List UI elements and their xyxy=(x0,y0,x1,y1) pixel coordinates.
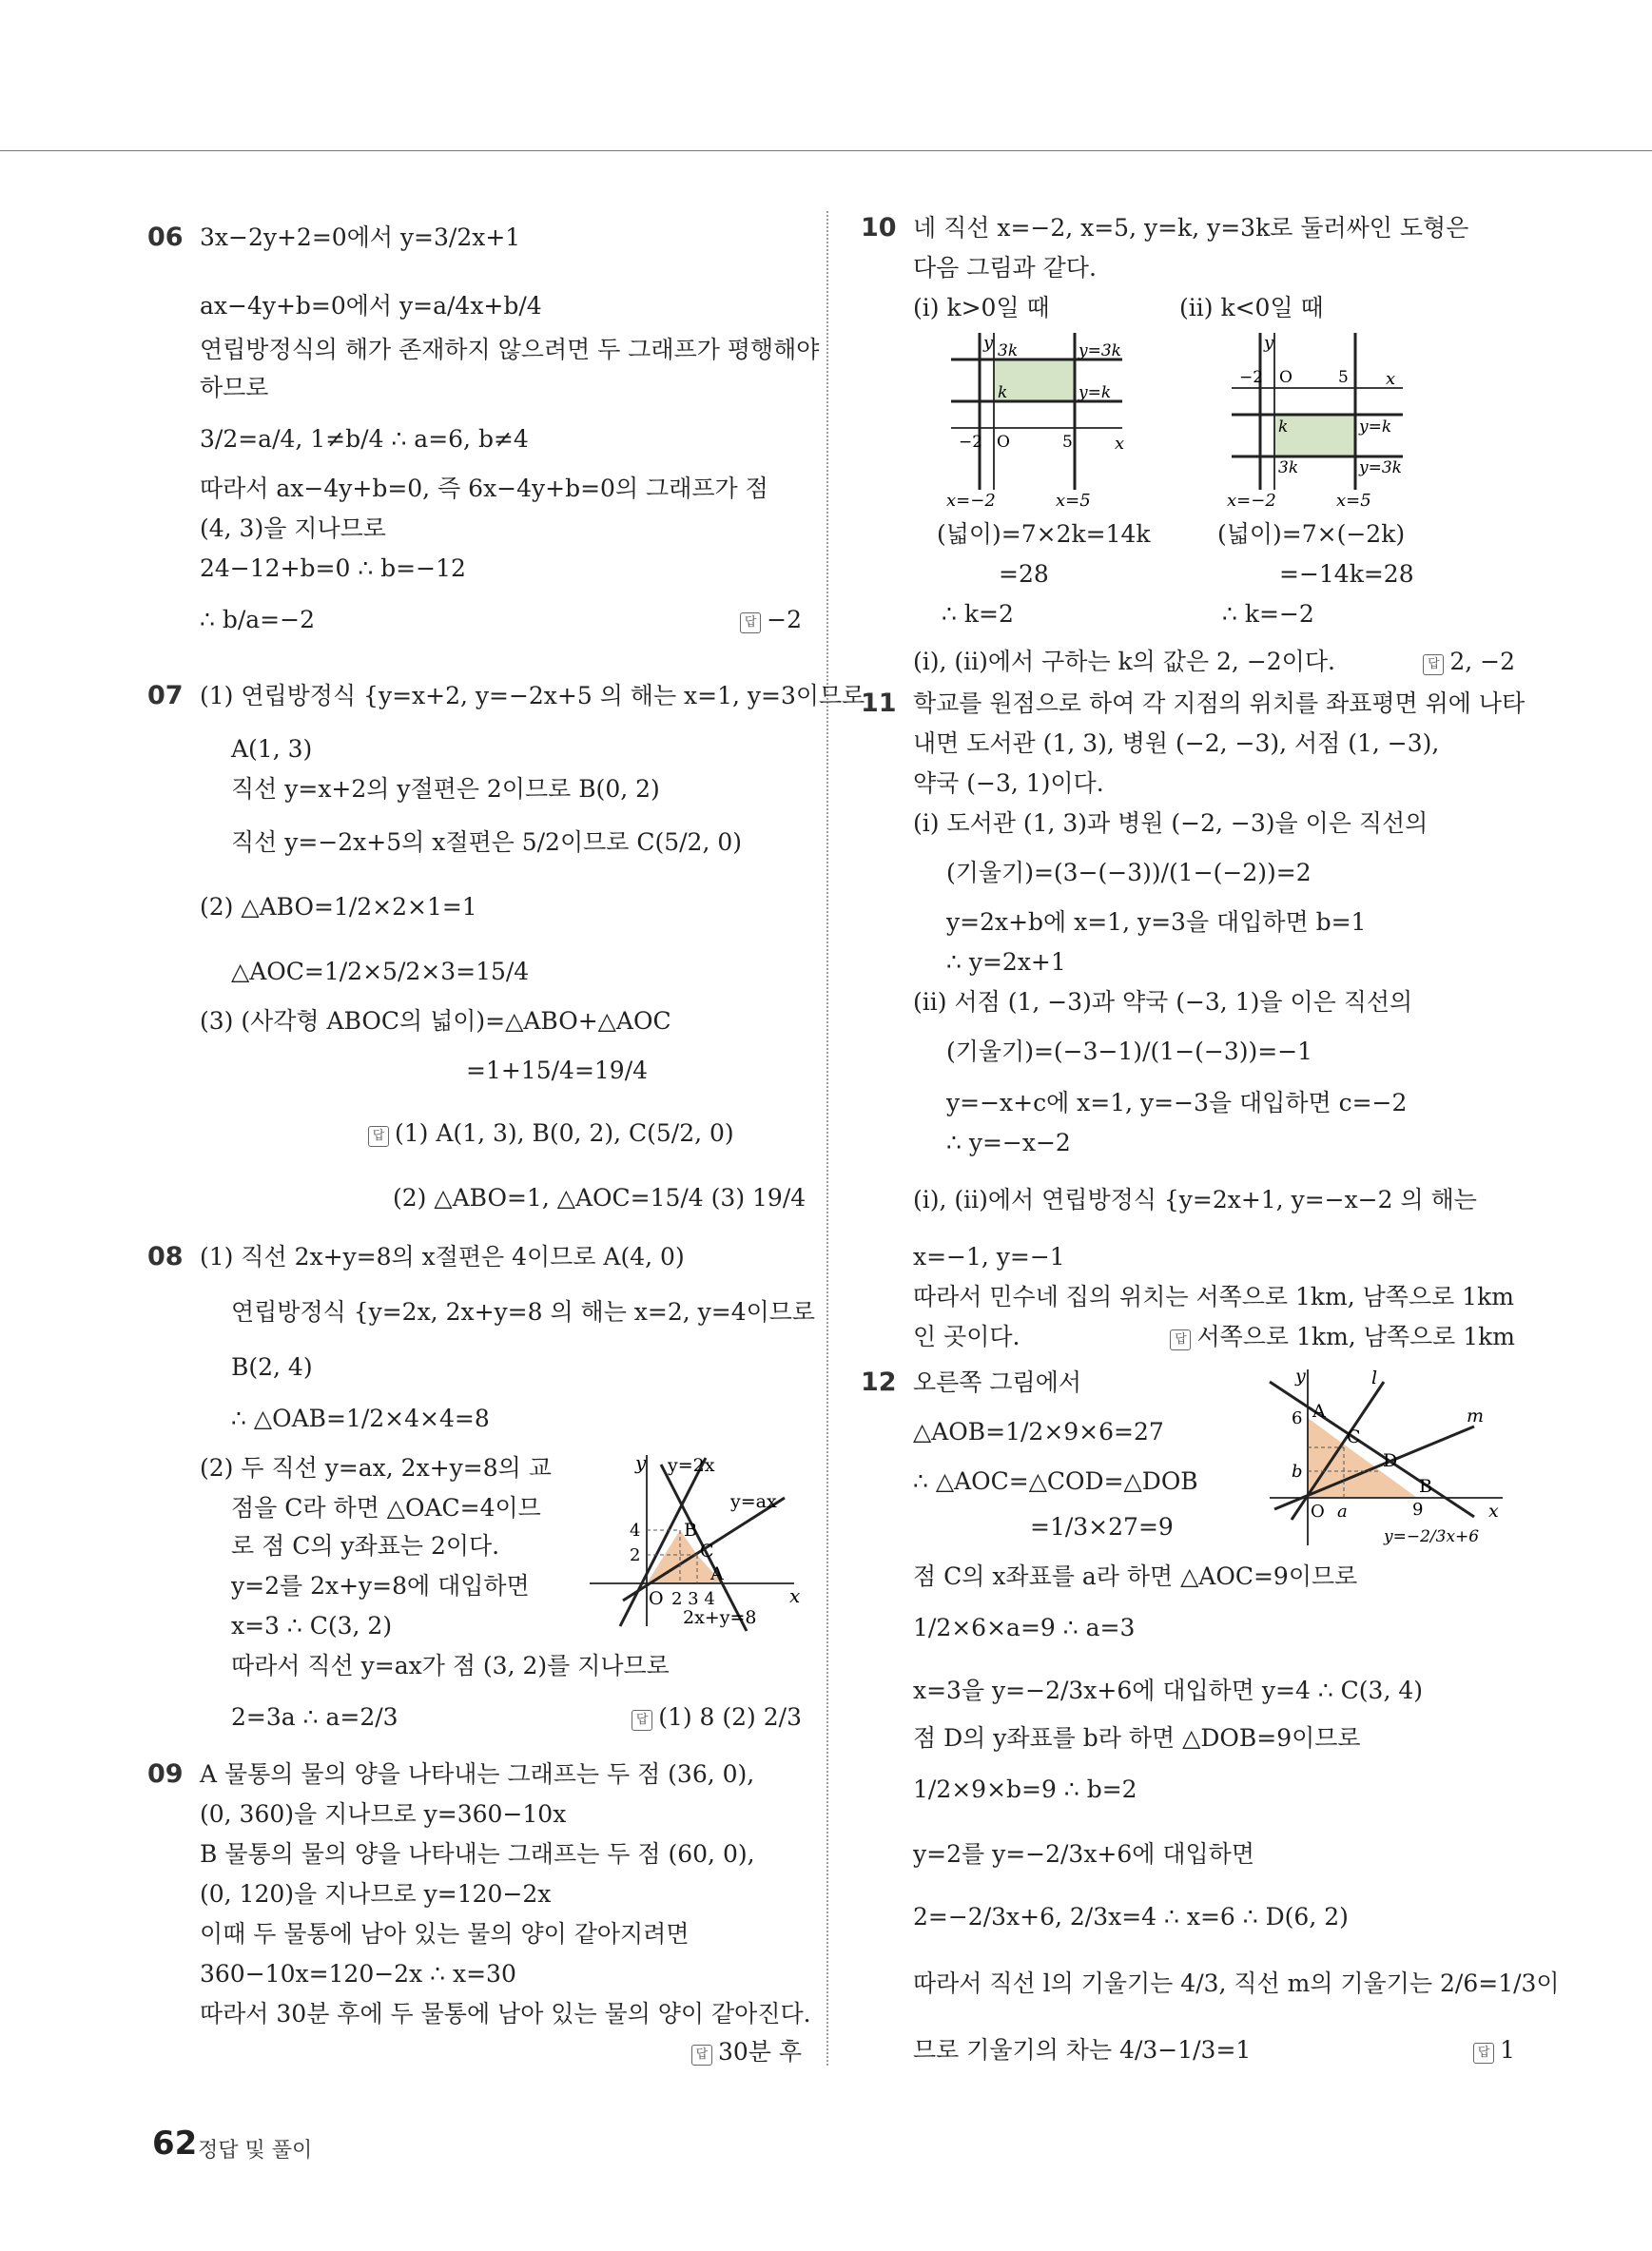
p06-line4: 하므로 xyxy=(200,374,269,401)
p10-case1: (ⅰ) k>0일 때 xyxy=(913,294,1050,321)
problem-number-08: 08 xyxy=(147,1242,184,1271)
p06-line1: 3x−2y+2=0에서 y=3/2x+1 xyxy=(200,223,521,251)
tick-a: a xyxy=(1337,1502,1348,1522)
column-divider xyxy=(826,211,828,2066)
p10-area1: (넓이)=7×2k=14k xyxy=(937,520,1151,548)
answer-mark-icon: 답 xyxy=(740,612,761,633)
header-rule xyxy=(0,150,1652,151)
p12-line1: 오른쪽 그림에서 xyxy=(913,1368,1081,1396)
p11-line9: (기울기)=(−3−1)/(1−(−3))=−1 xyxy=(946,1038,1313,1065)
p12-line5: 점 C의 x좌표를 a라 하면 △AOC=9이므로 xyxy=(913,1562,1358,1590)
p11-line6: y=2x+b에 x=1, y=3을 대입하면 b=1 xyxy=(946,908,1367,936)
p07-line3: 직선 y=x+2의 y절편은 2이므로 B(0, 2) xyxy=(231,775,660,803)
eq-y-3k: y=3k xyxy=(1079,341,1121,360)
point-A: A xyxy=(710,1563,724,1584)
p09-line3: B 물통의 물의 양을 나타내는 그래프는 두 점 (60, 0), xyxy=(200,1840,755,1868)
y-label: y xyxy=(1264,333,1274,353)
y-label: y xyxy=(1295,1366,1306,1387)
eq-x-5: x=5 xyxy=(1336,491,1371,511)
p11-line14: 따라서 민수네 집의 위치는 서쪽으로 1km, 남쪽으로 1km xyxy=(913,1283,1514,1310)
p08-line1: (1) 직선 2x+y=8의 x절편은 4이므로 A(4, 0) xyxy=(200,1243,685,1271)
p07-answer-1: 답 (1) A(1, 3), B(0, 2), C(5/2, 0) xyxy=(368,1118,734,1149)
eq-y-3k: y=3k xyxy=(1359,458,1402,477)
p10-area2-b: =−14k=28 xyxy=(1279,560,1414,588)
p10-line1: 네 직선 x=−2, x=5, y=k, y=3k로 둘러싸인 도형은 xyxy=(913,214,1469,242)
p06-line7: (4, 3)을 지나므로 xyxy=(200,514,386,542)
p10-k2: ∴ k=−2 xyxy=(1222,600,1314,628)
p10-line3: (ⅰ), (ⅱ)에서 구하는 k의 값은 2, −2이다. xyxy=(913,648,1335,675)
p09-line6: 360−10x=120−2x ∴ x=30 xyxy=(200,1960,516,1988)
answer-mark-icon: 답 xyxy=(691,2045,712,2066)
p09-line5: 이때 두 물통에 남아 있는 물의 양이 같아지려면 xyxy=(200,1920,690,1948)
answer-mark-icon: 답 xyxy=(368,1126,389,1147)
p07-line1: (1) 연립방정식 {y=x+2, y=−2x+5 의 해는 x=1, y=3이므로 xyxy=(200,682,865,709)
p08-line2: 연립방정식 {y=2x, 2x+y=8 의 해는 x=2, y=4이므로 xyxy=(231,1298,816,1326)
answer-mark-icon: 답 xyxy=(632,1710,652,1731)
p06-line9: ∴ b/a=−2 xyxy=(200,606,315,633)
x-ticks: 2 3 4 xyxy=(671,1589,715,1609)
origin-label: O xyxy=(1311,1502,1325,1522)
p10-answer: 답 2, −2 xyxy=(1423,647,1515,677)
tick-6: 6 xyxy=(1292,1408,1303,1428)
p06-line3: 연립방정식의 해가 존재하지 않으려면 두 그래프가 평행해야 xyxy=(200,336,820,363)
p07-line8: =1+15/4=19/4 xyxy=(466,1057,649,1084)
p08-line4: ∴ △OAB=1/2×4×4=8 xyxy=(231,1405,490,1432)
x-label: x xyxy=(1115,434,1125,454)
p08-line5: (2) 두 직선 y=ax, 2x+y=8의 교 xyxy=(200,1454,552,1482)
p06-line2: ax−4y+b=0에서 y=a/4x+b/4 xyxy=(200,292,542,320)
origin-label: O xyxy=(1279,368,1292,387)
p11-line7: ∴ y=2x+1 xyxy=(946,948,1066,976)
p12-line13: 므로 기울기의 차는 4/3−1/3=1 xyxy=(913,2036,1252,2064)
tick-9: 9 xyxy=(1412,1500,1424,1520)
tick-5: 5 xyxy=(1062,433,1073,452)
label-y-ax: y=ax xyxy=(730,1491,777,1512)
p07-line6: △AOC=1/2×5/2×3=15/4 xyxy=(231,958,530,985)
x-label: x xyxy=(789,1584,801,1607)
p10-case2: (ⅱ) k<0일 때 xyxy=(1179,294,1324,321)
problem-number-12: 12 xyxy=(861,1368,897,1397)
problem-number-06: 06 xyxy=(147,223,184,252)
tick-5: 5 xyxy=(1338,368,1349,387)
label-3k: 3k xyxy=(998,341,1019,360)
p11-line13: x=−1, y=−1 xyxy=(913,1243,1065,1271)
p11-answer: 답 서쪽으로 1km, 남쪽으로 1km xyxy=(1170,1322,1515,1352)
p07-line4: 직선 y=−2x+5의 x절편은 5/2이므로 C(5/2, 0) xyxy=(231,828,743,856)
p10-graph-k-negative xyxy=(1227,333,1422,514)
p09-line7: 따라서 30분 후에 두 물통에 남아 있는 물의 양이 같아진다. xyxy=(200,2000,811,2028)
p11-line15: 인 곳이다. xyxy=(913,1323,1020,1350)
p12-line6: 1/2×6×a=9 ∴ a=3 xyxy=(913,1614,1136,1641)
p11-line2: 내면 도서관 (1, 3), 병원 (−2, −3), 서점 (1, −3), xyxy=(913,729,1440,757)
label-2x-y-8: 2x+y=8 xyxy=(683,1607,757,1628)
point-A: A xyxy=(1312,1401,1326,1422)
p08-line9: x=3 ∴ C(3, 2) xyxy=(231,1612,393,1640)
p10-line2: 다음 그림과 같다. xyxy=(913,254,1097,281)
p07-line2: A(1, 3) xyxy=(231,735,313,763)
p12-line4: =1/3×27=9 xyxy=(1030,1513,1174,1541)
problem-number-09: 09 xyxy=(147,1759,184,1789)
line-l xyxy=(1292,1382,1384,1520)
p11-line1: 학교를 원점으로 하여 각 지점의 위치를 좌표평면 위에 나타 xyxy=(913,689,1526,717)
point-C: C xyxy=(700,1541,714,1562)
p06-line5: 3/2=a/4, 1≠b/4 ∴ a=6, b≠4 xyxy=(200,425,529,453)
p09-answer: 답 30분 후 xyxy=(691,2037,802,2067)
label-3k: 3k xyxy=(1278,458,1299,477)
p07-line7: (3) (사각형 ABOC의 넓이)=△ABO+△AOC xyxy=(200,1007,671,1035)
p07-line5: (2) △ABO=1/2×2×1=1 xyxy=(200,893,477,921)
p12-line7: x=3을 y=−2/3x+6에 대입하면 y=4 ∴ C(3, 4) xyxy=(913,1677,1424,1704)
tick-b: b xyxy=(1292,1462,1303,1482)
p10-area1-b: =28 xyxy=(999,560,1049,588)
p11-line12: (ⅰ), (ⅱ)에서 연립방정식 {y=2x+1, y=−x−2 의 해는 xyxy=(913,1186,1477,1213)
p10-area2: (넓이)=7×(−2k) xyxy=(1217,520,1406,548)
y-label: y xyxy=(635,1451,647,1474)
p08-line8: y=2를 2x+y=8에 대입하면 xyxy=(231,1572,530,1600)
answer-mark-icon: 답 xyxy=(1473,2043,1494,2064)
p09-line4: (0, 120)을 지나므로 y=120−2x xyxy=(200,1880,552,1908)
p06-answer: 답 −2 xyxy=(740,605,802,635)
answer-mark-icon: 답 xyxy=(1423,654,1444,675)
label-k: k xyxy=(1278,417,1289,437)
y-label: y xyxy=(983,333,994,353)
p08-answer: 답 (1) 8 (2) 2/3 xyxy=(632,1702,802,1733)
problem-number-11: 11 xyxy=(861,689,897,718)
p07-answer-2: (2) △ABO=1, △AOC=15/4 (3) 19/4 xyxy=(393,1184,807,1212)
eq-label: y=−2/3x+6 xyxy=(1384,1527,1480,1546)
p11-line4: (ⅰ) 도서관 (1, 3)과 병원 (−2, −3)을 이은 직선의 xyxy=(913,809,1428,837)
answer-mark-icon: 답 xyxy=(1170,1329,1191,1350)
label-l: l xyxy=(1371,1368,1378,1388)
label-y-2x: y=2x xyxy=(668,1455,715,1476)
p12-line11: 2=−2/3x+6, 2/3x=4 ∴ x=6 ∴ D(6, 2) xyxy=(913,1903,1349,1931)
eq-y-k: y=k xyxy=(1079,383,1112,402)
p12-answer: 답 1 xyxy=(1473,2035,1515,2066)
tick-2: 2 xyxy=(630,1545,641,1565)
eq-x-5: x=5 xyxy=(1056,491,1091,511)
p11-line8: (ⅱ) 서점 (1, −3)과 약국 (−3, 1)을 이은 직선의 xyxy=(913,988,1413,1016)
label-k: k xyxy=(998,383,1008,402)
page-number: 62 xyxy=(152,2125,198,2163)
origin-label: O xyxy=(997,433,1010,452)
tick-m2: −2 xyxy=(1239,368,1264,387)
p09-line2: (0, 360)을 지나므로 y=360−10x xyxy=(200,1800,567,1828)
p08-line6: 점을 C라 하면 △OAC=4이므 xyxy=(231,1494,541,1522)
p08-line10: 따라서 직선 y=ax가 점 (3, 2)를 지나므로 xyxy=(231,1652,670,1679)
x-label: x xyxy=(1386,369,1396,389)
point-D: D xyxy=(1383,1450,1398,1471)
p11-line10: y=−x+c에 x=1, y=−3을 대입하면 c=−2 xyxy=(946,1089,1408,1116)
p11-line11: ∴ y=−x−2 xyxy=(946,1129,1071,1156)
problem-number-10: 10 xyxy=(861,213,897,243)
point-B: B xyxy=(1419,1476,1432,1497)
eq-x-m2: x=−2 xyxy=(1227,491,1276,511)
p10-k1: ∴ k=2 xyxy=(942,600,1014,628)
point-C: C xyxy=(1347,1426,1361,1447)
section-title: 정답 및 풀이 xyxy=(198,2139,313,2163)
p09-line1: A 물통의 물의 양을 나타내는 그래프는 두 점 (36, 0), xyxy=(200,1760,755,1788)
p12-line10: y=2를 y=−2/3x+6에 대입하면 xyxy=(913,1840,1254,1868)
label-m: m xyxy=(1467,1406,1485,1426)
p08-line3: B(2, 4) xyxy=(231,1353,313,1381)
p06-line6: 따라서 ax−4y+b=0, 즉 6x−4y+b=0의 그래프가 점 xyxy=(200,475,768,502)
x-label: x xyxy=(1488,1501,1499,1522)
problem-number-07: 07 xyxy=(147,681,184,710)
tick-4: 4 xyxy=(630,1521,641,1541)
p08-line11: 2=3a ∴ a=2/3 xyxy=(231,1703,398,1731)
point-B: B xyxy=(684,1520,697,1541)
eq-x-m2: x=−2 xyxy=(946,491,996,511)
p10-graph-k-positive xyxy=(946,333,1141,514)
p12-line12: 따라서 직선 l의 기울기는 4/3, 직선 m의 기울기는 2/6=1/3이 xyxy=(913,1970,1560,1997)
p06-line8: 24−12+b=0 ∴ b=−12 xyxy=(200,554,466,582)
p11-line5: (기울기)=(3−(−3))/(1−(−2))=2 xyxy=(946,859,1312,886)
p12-line9: 1/2×9×b=9 ∴ b=2 xyxy=(913,1776,1137,1803)
origin-label: O xyxy=(649,1588,664,1609)
p12-line3: ∴ △AOC=△COD=△DOB xyxy=(913,1467,1198,1495)
p08-graph xyxy=(590,1450,808,1636)
p08-line7: 로 점 C의 y좌표는 2이다. xyxy=(231,1532,500,1560)
p11-line3: 약국 (−3, 1)이다. xyxy=(913,769,1104,797)
p12-graph xyxy=(1265,1365,1517,1555)
tick-m2: −2 xyxy=(959,433,983,452)
p12-line8: 점 D의 y좌표를 b라 하면 △DOB=9이므로 xyxy=(913,1724,1361,1752)
p12-line2: △AOB=1/2×9×6=27 xyxy=(913,1418,1164,1446)
eq-y-k: y=k xyxy=(1359,417,1392,437)
